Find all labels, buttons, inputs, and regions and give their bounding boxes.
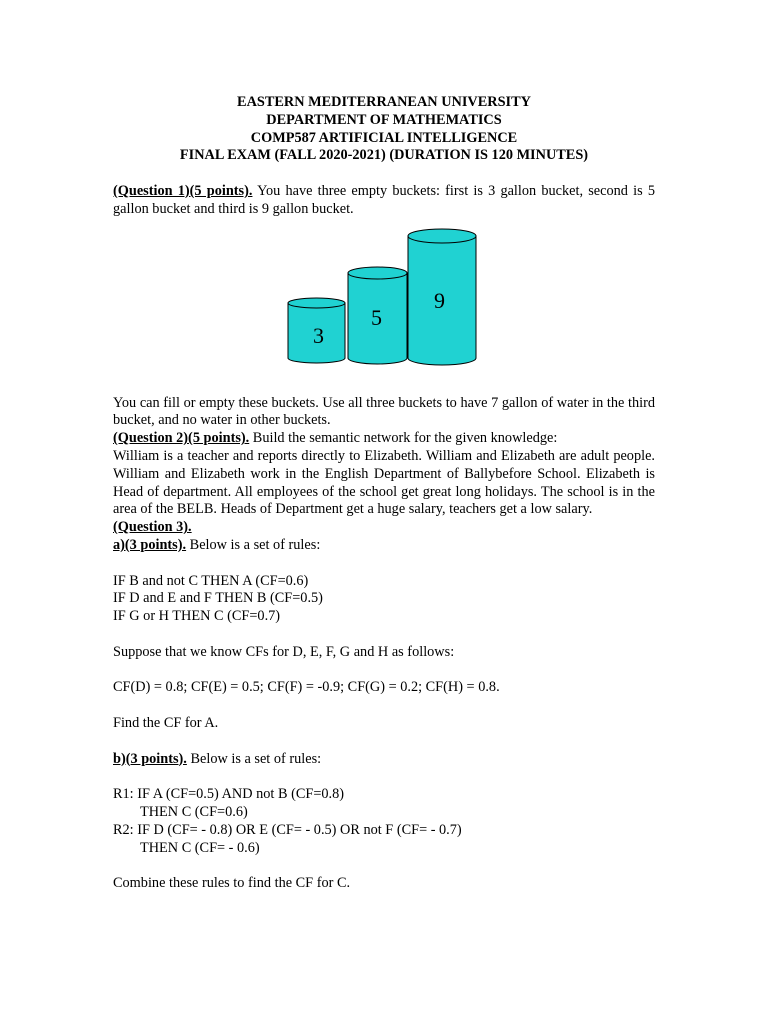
bucket-5-label: 5 <box>371 304 382 330</box>
question-3a <box>113 537 655 555</box>
rule-r2-then: THEN C (CF= - 0.6) <box>140 839 260 856</box>
question-2 <box>113 430 655 448</box>
course-name: COMP587 ARTIFICIAL INTELLIGENCE <box>250 129 518 146</box>
question-3a-intro: Below is a set of rules: <box>186 536 321 553</box>
question-1-label: (Question 1)(5 points). <box>113 182 253 199</box>
exam-page <box>113 94 655 893</box>
rule-r2-if: R2: IF D (CF= - 0.8) OR E (CF= - 0.5) OR not F (CF= - 0.7) <box>113 821 462 838</box>
rule-r1-if: R1: IF A (CF=0.5) AND not B (CF=0.8) <box>113 786 345 803</box>
rule-3: IF G or H THEN C (CF=0.7) <box>113 608 281 625</box>
bucket-3-gallon <box>288 298 345 363</box>
rule-r1-then: THEN C (CF=0.6) <box>140 803 248 820</box>
exam-title: FINAL EXAM (FALL 2020-2021) (DURATION IS 120 MINUTES) <box>179 147 589 164</box>
question-2-intro: Build the semantic network for the given knowledge: <box>249 430 558 447</box>
exam-header <box>113 94 655 165</box>
bucket-9-label: 9 <box>434 287 445 313</box>
bucket-9-gallon <box>408 229 476 365</box>
department-name: DEPARTMENT OF MATHEMATICS <box>266 111 502 128</box>
question-3b-combine: Combine these rules to find the CF for C. <box>113 875 351 892</box>
rule-1: IF B and not C THEN A (CF=0.6) <box>113 572 309 589</box>
question-3a-label: a)(3 points). <box>113 536 187 553</box>
buckets-figure <box>113 223 655 393</box>
question-3b-intro: Below is a set of rules: <box>186 750 322 767</box>
question-1 <box>113 183 655 219</box>
question-3-label: (Question 3). <box>113 519 192 536</box>
question-3a-find: Find the CF for A. <box>113 714 219 731</box>
question-3b-label: b)(3 points). <box>113 750 187 767</box>
question-2-text: William is a teacher and reports directly to Elizabeth. William and Elizabeth are adult people. William and Elizabeth work in the English Department of Ballybefore School. Elizabeth is Head of department. All employees of the school get great long holidays. The school is in the area of the BELB. Heads of Department get a huge salary, teachers get a low salary. <box>113 447 655 518</box>
buckets-illustration <box>283 223 483 393</box>
question-2-label: (Question 2)(5 points). <box>113 430 250 447</box>
question-3a-suppose: Suppose that we know CFs for D, E, F, G and H as follows: <box>113 643 455 660</box>
question-1-instructions: You can fill or empty these buckets. Use all three buckets to have 7 gallon of water in the third bucket, and no water in other buckets. <box>113 394 655 429</box>
university-name: EASTERN MEDITERRANEAN UNIVERSITY <box>237 94 531 110</box>
question-3a-values: CF(D) = 0.8; CF(E) = 0.5; CF(F) = -0.9; CF(G) = 0.2; CF(H) = 0.8. <box>113 679 500 696</box>
bucket-3-label: 3 <box>313 322 324 348</box>
bucket-5-gallon <box>348 267 407 364</box>
rule-2: IF D and E and F THEN B (CF=0.5) <box>113 590 323 607</box>
question-3b <box>113 751 655 769</box>
question-1-text: You have three empty buckets: first is 3 gallon bucket, second is 5 gallon bucket and third is 9 gallon bucket. <box>113 182 655 217</box>
